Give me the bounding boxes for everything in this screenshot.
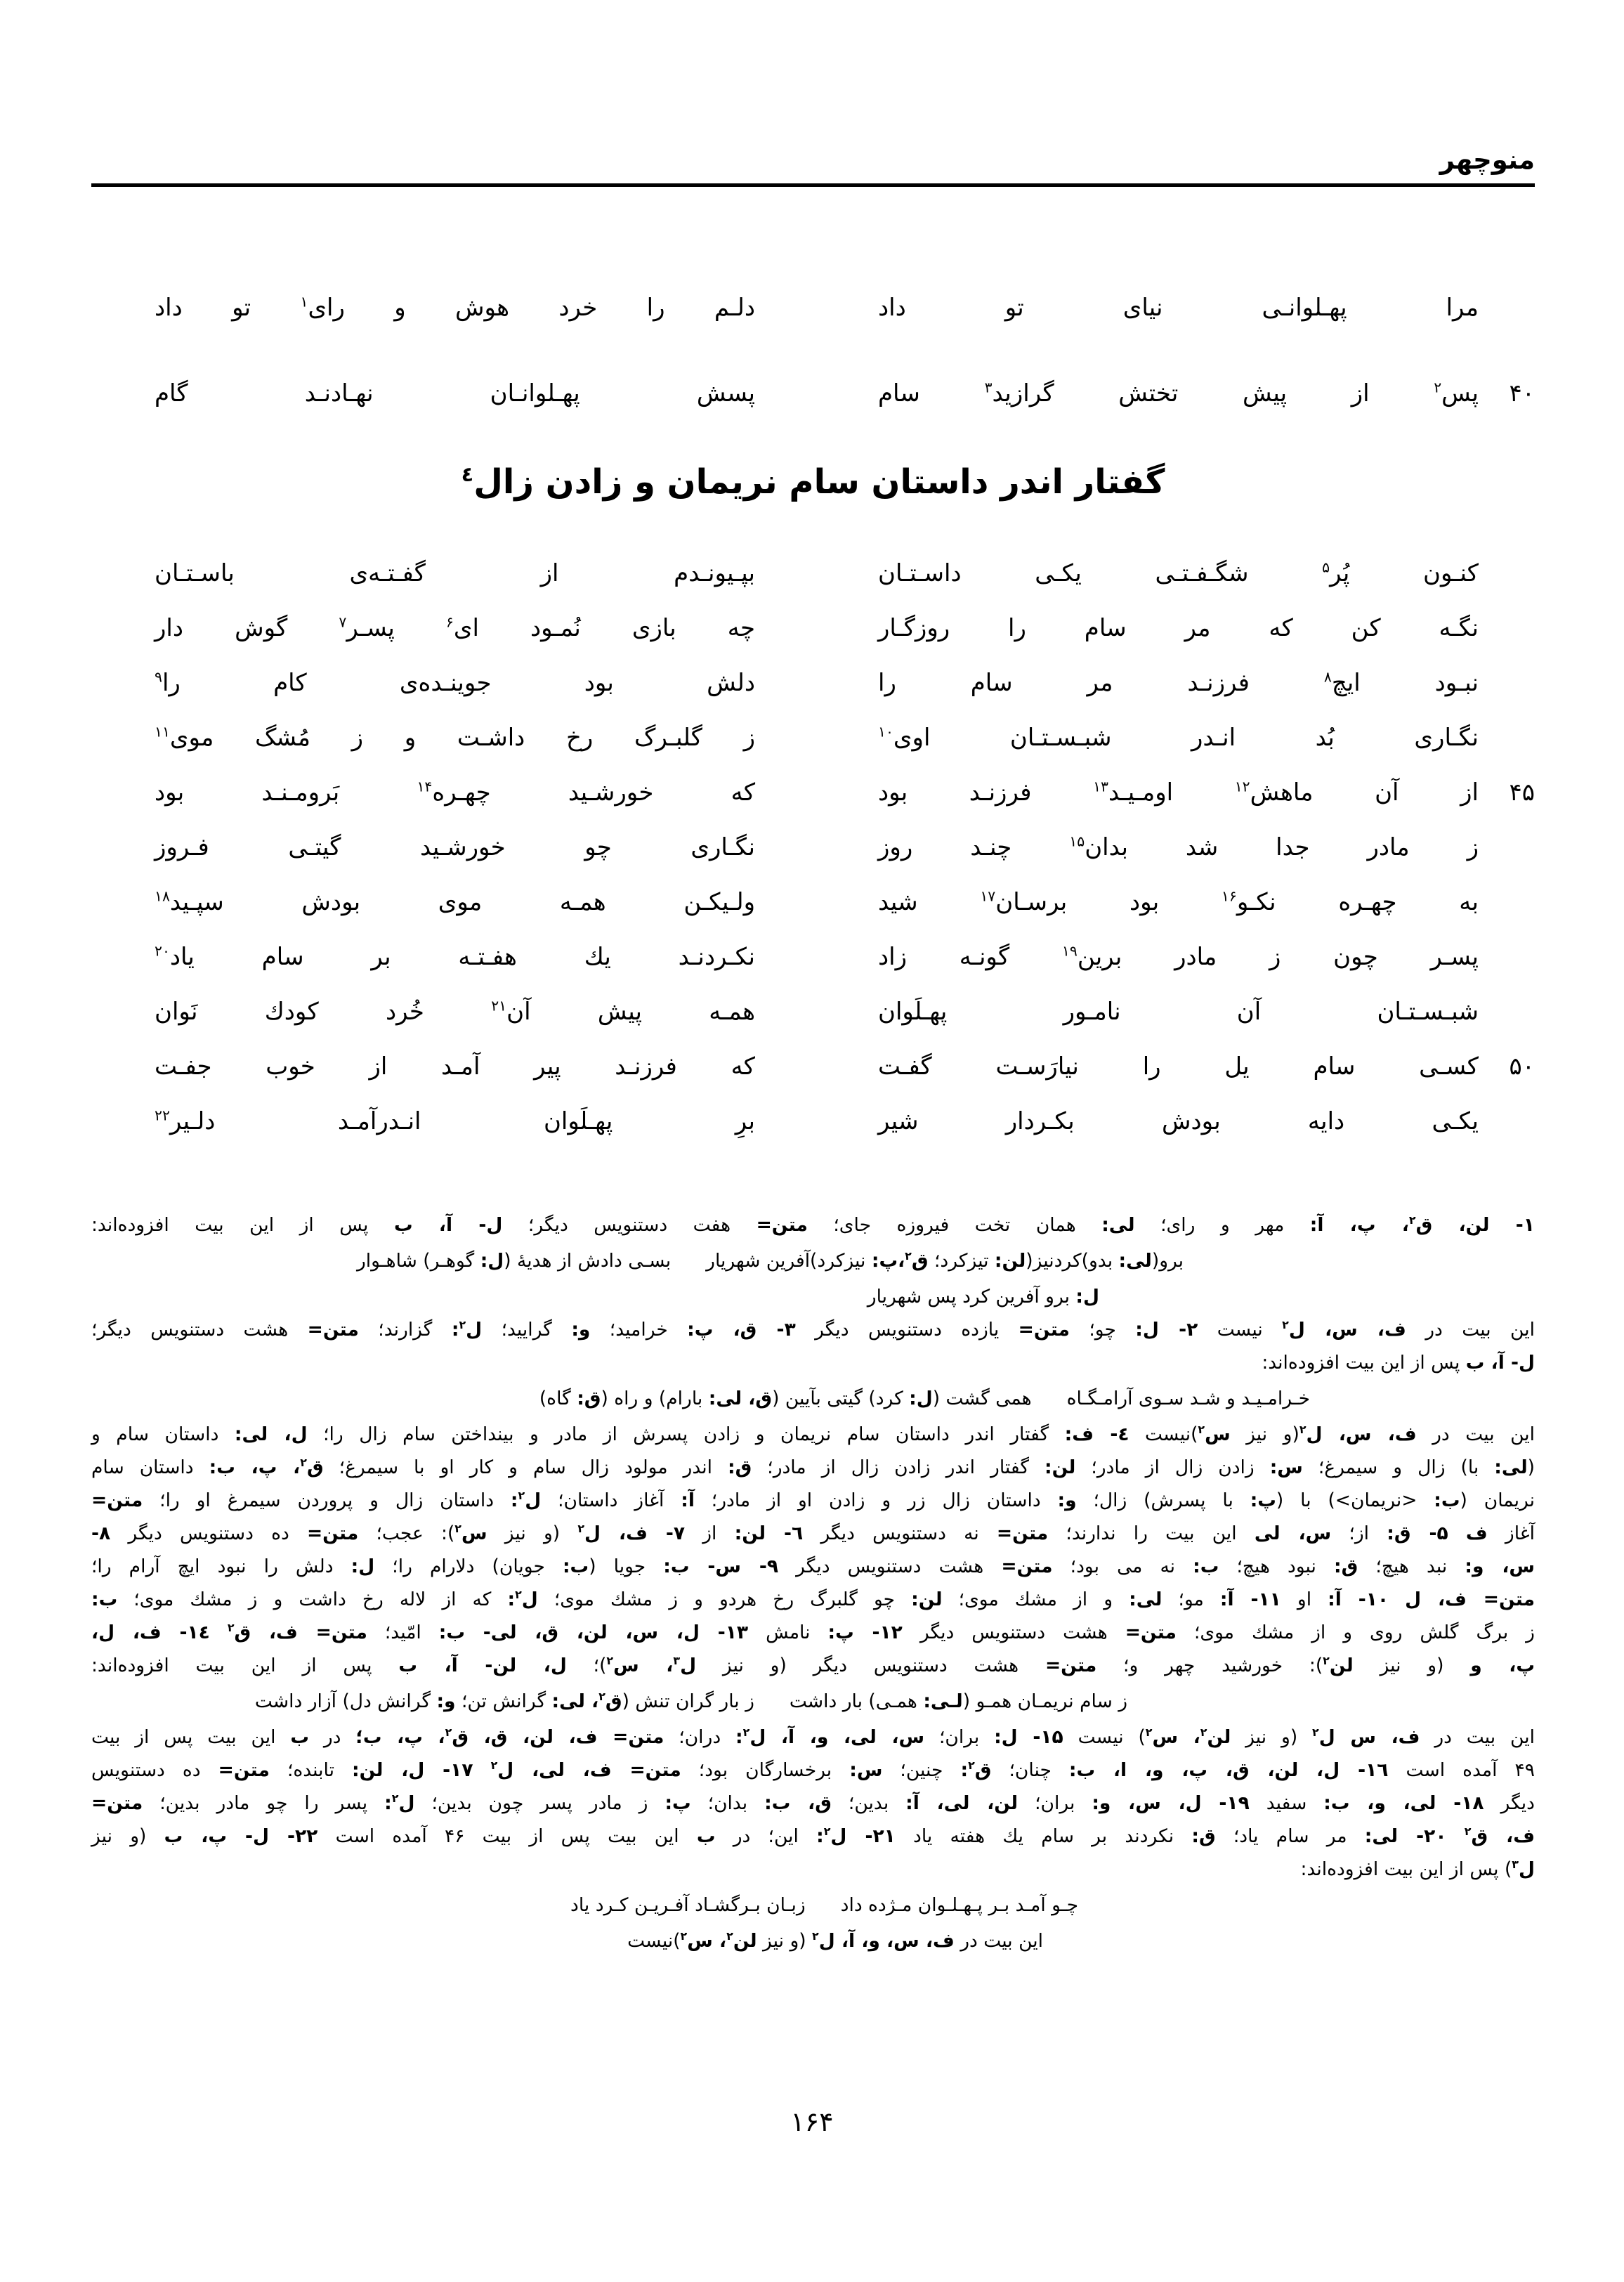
hemistich-left: ز گلبـرگ رخ داشـت و ز مُشگ موی$^{۱۱}$ bbox=[155, 723, 755, 752]
hemistich-right: برو(لی: بدو)کردنیز(لن: تیزکرد؛ ق$^۲$،پ: نیزکرد)آفرین شهریار bbox=[706, 1249, 1184, 1272]
footnote-line: این بیت در ف، س، ل$^۲$ نیست ۲- ل: چو؛ متن= یازده دستنویس دیگر ۳- ق، پ: خرامید؛ و: گرایید؛ ل$^۲$: گزارند؛ متن= هشت دستنویس دیگر؛ bbox=[91, 1318, 1535, 1341]
couplet-row bbox=[91, 721, 1535, 755]
hemistich-right: یکـی دایه بودش بکـردار شیر bbox=[878, 1107, 1479, 1135]
footnote-line: نریمان (ب: <نریمان>) با (پ: با پسرش) زال؛ و: داستان زال زر و زادن او از مادر؛ آ: آغاز داستان؛ ل$^۲$: داستان زال و پروردن سیمرغ او را؛ متن= bbox=[91, 1489, 1535, 1511]
header-rule bbox=[91, 183, 1535, 187]
hemistich-left: که فرزنـد پیر آمـد از خوب جفـت bbox=[155, 1052, 755, 1081]
running-head: منوچهر bbox=[1439, 145, 1535, 175]
footnote-line: ز برگ گلش روی و از مشك موی؛ متن= هشت دستنویس دیگر ۱۲- پ: نامش ۱۳- ل، س، لن، ق، لی- ب: امّید؛ متن= ف، ق$^۲$ ۱٤- ف، ل، bbox=[91, 1621, 1535, 1643]
footnote-line: ل$^۳$) پس از این بیت افزوده‌اند: bbox=[1300, 1858, 1535, 1880]
hemistich-left: ز بار گران تنش (ق$^۲$، لی: گرانش تن؛ و: گرانش دل) آزار داشت bbox=[254, 1690, 754, 1712]
hemistich-left: همی گشت (ل: کرد) گیتی بآیین (ق، لی: بارام) و راه (ق: گاه) bbox=[539, 1388, 1032, 1409]
footnote-line: س، و: نبد هیچ؛ ق: نبود هیچ؛ ب: نه می بود؛ متن= هشت دستنویس دیگر ۹- س- ب: جویا (ب: جویان) دلارام را؛ ل: دلش را نبود ایچ آرام را؛ bbox=[91, 1556, 1535, 1577]
hemistich-left: دلش بود جوینـده‌ی کام را$^۹$ bbox=[155, 668, 755, 697]
hemistich-right: نگـاری بُد انـدر شبـسـتـان اوی$^{۱۰}$ bbox=[878, 723, 1479, 752]
hemistich-right: شبـسـتـان آن نامـور پهـلَوان bbox=[878, 998, 1479, 1026]
footnote-line: پ، و (و نیز لن$^۲$): خورشید چهر و؛ متن= هشت دستنویس دیگر (و نیز ل$^۳$، س$^۲$)؛ ل، لن- آ، ب پس از این بیت افزوده‌اند: bbox=[91, 1654, 1535, 1676]
hemistich-left: برِ پهـلَوان انـدرآمـد دلـیر$^{۲۲}$ bbox=[155, 1107, 755, 1135]
hemistich-right: نگـه کن که مر سام را روزگـار bbox=[878, 614, 1479, 642]
footnote-line: این بیت در ف، س، و، آ، ل$^۲$ (و نیز لن$^۲$، س$^۲$)نیست bbox=[627, 1929, 1043, 1952]
footnotes bbox=[91, 1208, 1535, 1957]
couplet-row bbox=[91, 291, 1535, 325]
verse-number: ۴۰ bbox=[1509, 379, 1535, 408]
hemistich-left: زبـان بـرگشـاد آفـریـن کـرد یاد bbox=[570, 1894, 806, 1916]
footnote-verse bbox=[91, 1685, 1127, 1718]
opening-verses bbox=[91, 291, 1535, 410]
hemistich-right: به چهـره نکـو$^{۱۶}$ بود برسـان$^{۱۷}$ شید bbox=[878, 887, 1479, 916]
couplet-row bbox=[91, 885, 1535, 919]
hemistich-right: پسـر چون ز مادر برین$^{۱۹}$ گونـه زاد bbox=[878, 942, 1479, 971]
hemistich-right: پس$^۲$ از پیش تختش گرازید$^۳$ سام bbox=[878, 379, 1479, 408]
couplet-row bbox=[91, 776, 1535, 809]
hemistich-left: بسـی دادش از هدیهٔ (ل: گوهـر) شاهـوار bbox=[356, 1250, 672, 1272]
couplet-row bbox=[91, 377, 1535, 410]
verse-number: ۵۰ bbox=[1509, 1052, 1535, 1081]
hemistich-left: نکـردنـد یك هفـتـه بر سام یاد$^{۲۰}$ bbox=[155, 942, 755, 971]
hemistich-right: چـو آمـد بـر پـهـلـوان مـژده داد bbox=[840, 1894, 1078, 1916]
hemistich-right: نبـود ایچ$^۸$ فرزنـد مر سام را bbox=[878, 668, 1479, 697]
footnote-line: ف، ق$^۲$ ۲۰- لی: مر سام یاد؛ ق: نکردند بر سام یك هفته یاد ۲۱- ل$^۲$: این؛ در ب این بیت پس از بیت ۴۶ آمده است ۲۲- ل- پ، ب (و نیز bbox=[91, 1825, 1535, 1847]
footnote-line: (لی: با) زال و سیمرغ؛ س: زادن زال از مادر؛ لن: گفتار اندر زادن زال از مادر؛ ق: اندر مولود زال سام و کار او با سیمرغ؛ ق$^۲$، پ، ب: داستان سام bbox=[91, 1456, 1535, 1478]
footnote-line: این بیت در ف، س، ل$^۲$(و نیز س$^۲$)نیست ٤- ف: گفتار اندر داستان سام نریمان و زادن پسرش از مادر و بینداختن سام زال را؛ ل، لی: داستان سام و bbox=[91, 1423, 1535, 1445]
hemistich-right: ز سام نریمـان همـو (لـی: همـی) بار داشت bbox=[789, 1690, 1127, 1712]
couplet-row bbox=[91, 995, 1535, 1029]
hemistich-left: چه بازی نُمـود ای$^۶$ پسـر$^۷$ گوش دار bbox=[155, 613, 755, 642]
footnote-line: ل: برو آفرین کرد پس شهریار bbox=[867, 1286, 1099, 1308]
hemistich-left: که خورشـید چهـره$^{۱۴}$ بَرومـنـد بود bbox=[155, 778, 756, 807]
couplet-row bbox=[91, 556, 1535, 590]
footnote-line: ۴۹ آمده است ۱٦- ل، لن، ق، پ، و، ا، ب: چنان؛ ق$^۲$: چنین؛ س: برخسارگان بود؛ متن= ف، لی، ل$^۲$ ۱۷- ل، لن: تابنده؛ متن= ده دستنویس bbox=[91, 1759, 1535, 1781]
hemistich-left: پسش پهـلوانـان نهـادنـد گام bbox=[155, 379, 755, 408]
hemistich-right: کسـی سام یل را نیارَسـت گفـت bbox=[878, 1052, 1479, 1081]
hemistich-left: نگـاری چو خورشـید گیتـی فـروز bbox=[155, 833, 755, 861]
hemistich-right: مرا پهـلوانـی نیای تو داد bbox=[878, 294, 1479, 322]
page-title: گفتار اندر داستان سام نریمان و زادن زال$^٤$ bbox=[461, 462, 1165, 502]
footnote-verse bbox=[91, 1889, 1078, 1922]
footnote-line: متن= ف، ل ۱۰- آ: او ۱۱- آ: مو؛ لی: و از مشك موی؛ لن: چو گلبرگ رخ هردو و ز مشك موی؛ ل$^۲$: که از لاله رخ داشت و ز مشك موی؛ ب: bbox=[91, 1588, 1535, 1610]
hemistich-right: کنـون پُر$^۵$ شگـفـتـی یکـی داسـتـان bbox=[878, 559, 1479, 587]
hemistich-left: همـه پیش آن$^{۲۱}$ خُرد کودك نَوان bbox=[155, 997, 756, 1026]
couplet-row bbox=[91, 666, 1535, 700]
footnote-line: آغاز ف ۵- ق: از؛ س، لی این بیت را ندارند؛ متن= نه دستنویس دیگر ٦- لن: از ۷- ف، ل$^۲$ (و نیز س$^۲$): عجب؛ متن= ده دستنویس دیگر ۸- bbox=[91, 1522, 1535, 1544]
couplet-row bbox=[91, 830, 1535, 864]
main-verses bbox=[91, 556, 1535, 1138]
footnote-verse bbox=[91, 1382, 1310, 1415]
hemistich-left: دلـم را خرد هوش و رای$^۱$ تو داد bbox=[155, 293, 755, 322]
hemistich-right: از آن ماهش$^{۱۲}$ اومـیـد$^{۱۳}$ فرزنـد بود bbox=[878, 778, 1479, 807]
couplet-row bbox=[91, 940, 1535, 974]
couplet-row bbox=[91, 1050, 1535, 1083]
hemistich-right: ز مادر جدا شد بدان$^{۱۵}$ چنـد روز bbox=[878, 833, 1479, 861]
footnote-line: این بیت در ف، س ل$^۲$ (و نیز لن$^۲$، س$^۲$) نیست ۱۵- ل: بران؛ س، لی، و، آ، ل$^۲$: دران؛ متن= ف، لن، ق، ق$^۲$، پ، ب؛ در ب این بیت پس از بیت bbox=[91, 1726, 1535, 1748]
couplet-row bbox=[91, 611, 1535, 645]
footnote-verse bbox=[91, 1244, 1184, 1277]
footnote-line: ل- آ، ب پس از این بیت افزوده‌اند: bbox=[1262, 1352, 1535, 1374]
page-number: ۱۶۴ bbox=[790, 2106, 834, 2137]
hemistich-left: بپـیونـدم از گفـتـه‌ی باسـتـان bbox=[155, 559, 755, 587]
couplet-row bbox=[91, 1104, 1535, 1138]
hemistich-left: ولـیکـن همـه موی بودش سپـید$^{۱۸}$ bbox=[155, 887, 755, 916]
footnote-line: ۱- لن، ق$^۲$، پ، آ: مهر و رای؛ لی: همان تخت فیروزه جای؛ متن= هفت دستنویس دیگر؛ ل- آ، ب پس از این بیت افزوده‌اند: bbox=[91, 1213, 1535, 1236]
hemistich-right: خـرامـیـد و شـد سـوی آرامـگـاه bbox=[1066, 1388, 1310, 1409]
verse-number: ۴۵ bbox=[1509, 778, 1535, 807]
footnote-line: دیگر ۱۸- لی، و، ب: سفید ۱۹- ل، س، و: بران؛ لن، لی، آ: بدین؛ ق، ب: بدان؛ پ: ز مادر پسر چون بدین؛ ل$^۲$: پسر را چو مادر بدین؛ متن= bbox=[91, 1792, 1535, 1814]
